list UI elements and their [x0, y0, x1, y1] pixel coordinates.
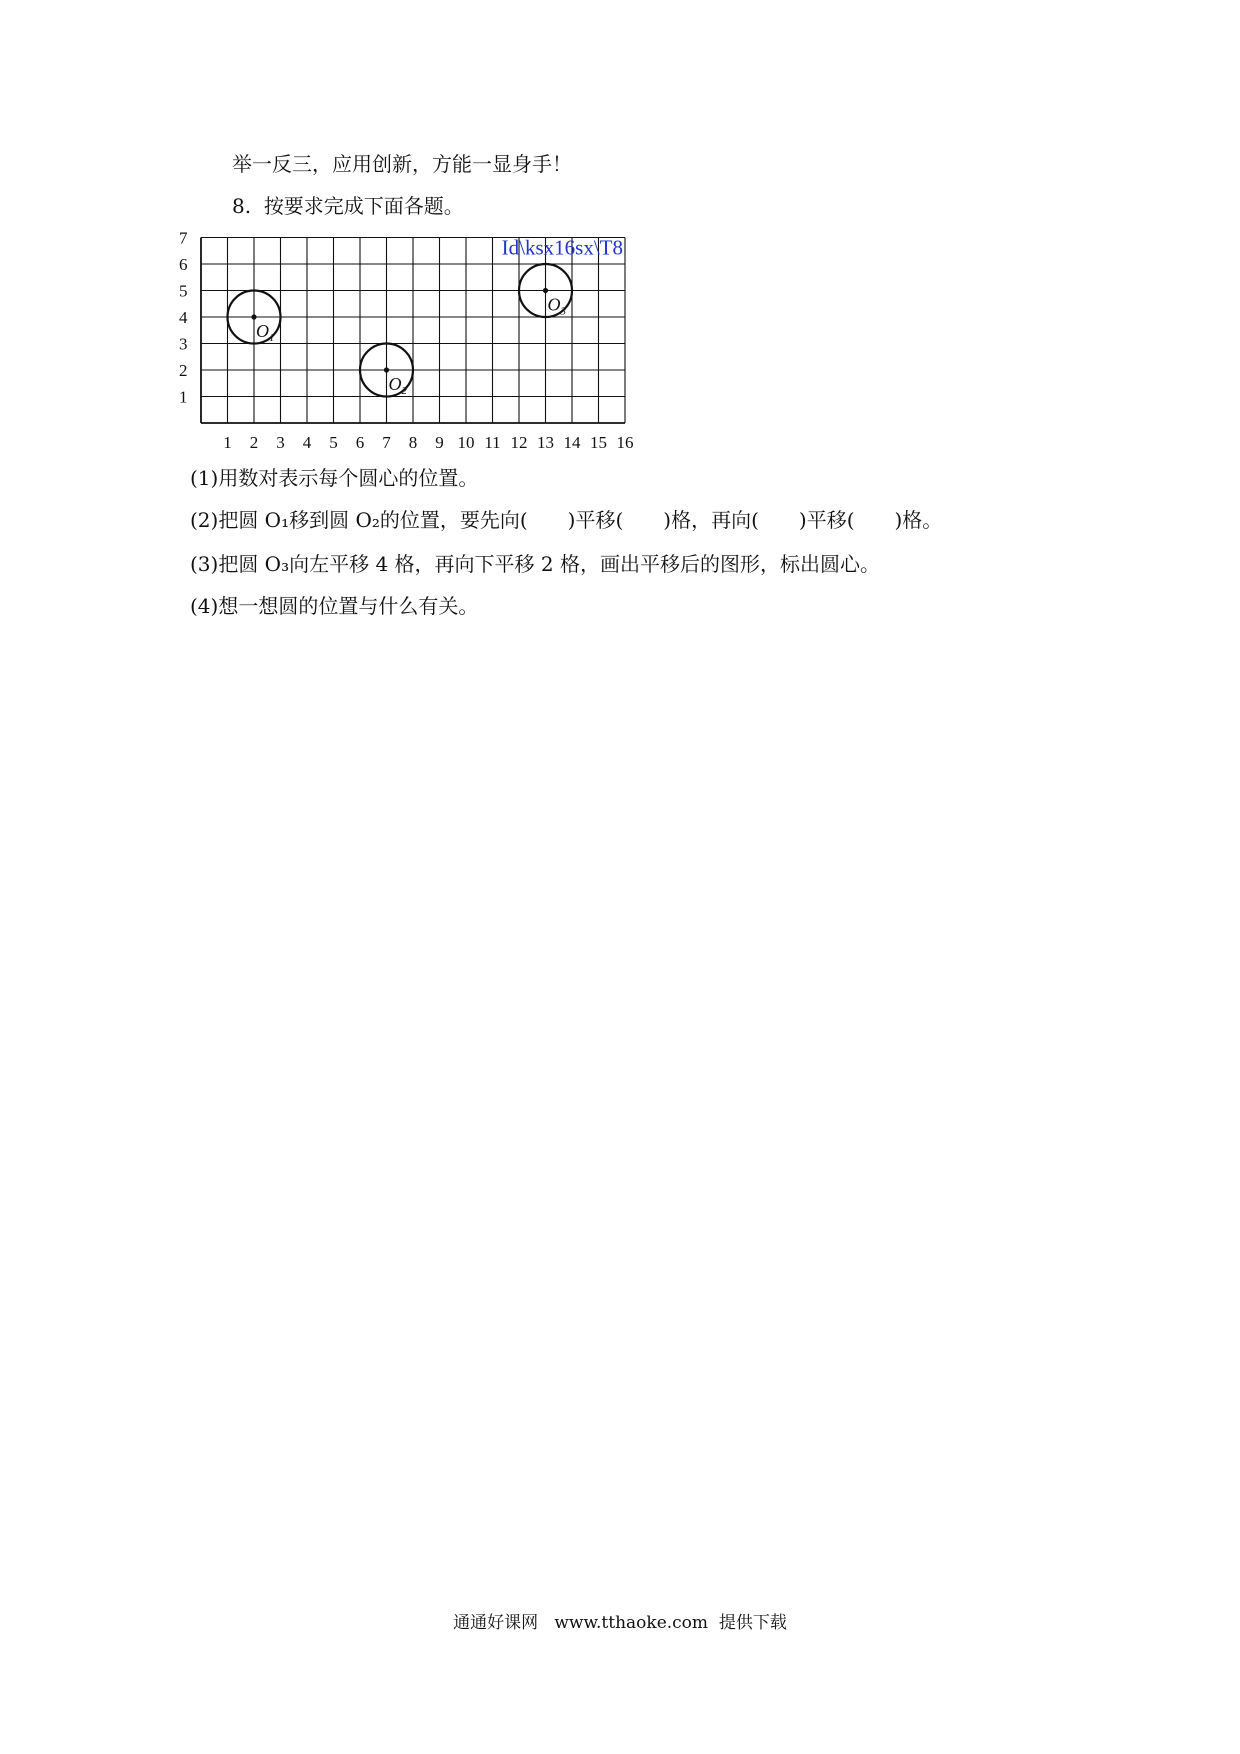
- y-tick-label: 4: [179, 308, 188, 327]
- subquestion-1: (1)用数对表示每个圆心的位置。: [190, 466, 479, 490]
- y-tick-label: 3: [179, 334, 188, 354]
- coordinate-grid: [178, 228, 658, 460]
- footer-credit: 通通好课网 www.tthaoke.com 提供下载: [453, 1613, 787, 1633]
- y-tick-label: 1: [179, 387, 188, 407]
- question-number: 8.: [232, 194, 252, 218]
- question-heading: [232, 192, 464, 220]
- x-tick-label: 10: [457, 433, 475, 452]
- y-tick-label: 7: [179, 228, 188, 248]
- x-tick-label: 7: [382, 433, 391, 452]
- circle-label: $O_2$: [388, 374, 407, 397]
- x-tick-label: 13: [537, 433, 554, 452]
- x-tick-label: 15: [590, 433, 607, 452]
- x-tick-label: 11: [484, 433, 501, 452]
- circle-center-dot: [251, 314, 256, 319]
- x-tick-label: 1: [223, 433, 232, 452]
- motto-text: 举一反三，应用创新，方能一显身手！: [232, 152, 572, 176]
- x-tick-label: 12: [510, 433, 528, 452]
- circle-label: $O_3$: [547, 294, 566, 318]
- subquestion-3: (3)把圆 O₃向左平移 4 格，再向下平移 2 格，画出平移后的图形，标出圆心。: [190, 552, 880, 576]
- question-tag: Id\ksx16sx\T8: [501, 235, 623, 260]
- y-tick-label: 5: [179, 281, 188, 301]
- y-tick-label: 2: [179, 361, 188, 380]
- x-tick-label: 5: [329, 433, 338, 452]
- y-tick-label: 6: [179, 255, 188, 274]
- x-tick-label: 2: [249, 433, 259, 452]
- subquestion-4: (4)想一想圆的位置与什么有关。: [190, 594, 479, 618]
- x-tick-label: 14: [563, 433, 581, 452]
- question-text: 按要求完成下面各题。: [263, 194, 464, 218]
- x-tick-label: 3: [276, 433, 285, 452]
- circle-label: $O_1$: [256, 321, 275, 344]
- x-tick-label: 8: [408, 433, 418, 452]
- x-tick-label: 16: [616, 433, 634, 452]
- x-tick-label: 9: [435, 433, 444, 452]
- subquestion-2: (2)把圆 O₁移到圆 O₂的位置，要先向( )平移( )格，再向( )平移( )格。: [190, 508, 943, 532]
- x-tick-label: 6: [355, 433, 365, 452]
- x-tick-label: 4: [302, 433, 312, 452]
- circle-center-dot: [384, 367, 389, 372]
- circle-center-dot: [543, 288, 548, 293]
